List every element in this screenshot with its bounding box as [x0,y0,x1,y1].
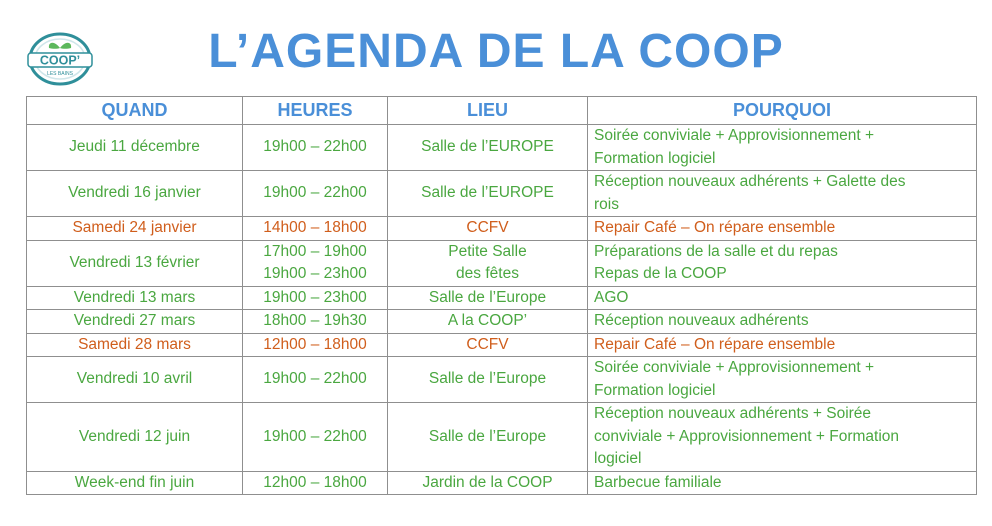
cell-quand [27,125,243,171]
cell-pourquoi-line: Repair Café – On répare ensemble [594,335,836,353]
cell-lieu-line: CCFV [466,335,509,353]
cell-quand [27,171,243,217]
cell-heures-line: 19h00 – 22h00 [263,427,367,445]
cell-pourquoi [588,125,977,171]
cell-pourquoi [588,240,977,286]
cell-pourquoi-line: Formation logiciel [594,149,716,167]
cell-lieu-line: CCFV [466,219,509,236]
cell-heures [243,125,388,171]
cell-pourquoi-line: Soirée conviviale + Approvisionnement + [594,359,875,376]
agenda-body [27,125,977,495]
cell-pourquoi-line: Préparations de la salle et du repas [594,242,838,260]
agenda-table [26,96,977,495]
header-lieu: LIEU [388,97,588,125]
logo-main-text: COOP’ [39,53,81,68]
table-row [27,125,977,171]
cell-quand-text: Jeudi 11 décembre [69,138,200,156]
cell-quand [27,357,243,403]
table-row [27,357,977,403]
cell-heures-line: 19h00 – 23h00 [263,265,367,282]
cell-quand [27,403,243,472]
cell-pourquoi-line: Formation logiciel [594,381,716,399]
cell-pourquoi-line: logiciel [594,450,642,467]
cell-quand-text: Vendredi 27 mars [73,312,196,329]
cell-quand-text: Vendredi 10 avril [76,370,193,388]
cell-heures [243,217,388,241]
cell-pourquoi [588,333,977,357]
page-title: L’AGENDA DE LA COOP [208,25,784,78]
cell-pourquoi [588,310,977,334]
cell-quand [27,333,243,357]
cell-heures [243,471,388,495]
cell-pourquoi [588,171,977,217]
cell-pourquoi-line: conviviale + Approvisionnement + Formation [594,427,899,445]
cell-quand [27,310,243,334]
cell-heures [243,357,388,403]
header-pourquoi: POURQUOI [588,97,977,125]
cell-heures-line: 14h00 – 18h00 [263,219,367,236]
table-row [27,403,977,472]
cell-lieu-line: Salle de l’Europe [428,427,547,445]
table-row [27,471,977,495]
cell-lieu [388,471,588,495]
cell-quand-text: Vendredi 12 juin [78,427,191,445]
cell-lieu-line: Salle de l’EUROPE [421,184,554,202]
cell-lieu-line: des fêtes [456,265,519,282]
cell-heures-line: 19h00 – 22h00 [263,184,367,202]
cell-lieu-line: A la COOP’ [447,312,528,329]
cell-heures [243,171,388,217]
cell-pourquoi-line: Repas de la COOP [594,265,727,282]
cell-heures [243,286,388,310]
cell-pourquoi-line: Réception nouveaux adhérents [594,312,809,329]
table-header-row [27,97,977,125]
cell-quand [27,240,243,286]
cell-heures-line: 17h00 – 19h00 [263,242,367,260]
cell-pourquoi [588,403,977,472]
cell-quand-text: Samedi 24 janvier [72,219,197,236]
cell-pourquoi [588,217,977,241]
cell-heures-line: 19h00 – 22h00 [263,138,367,156]
cell-pourquoi-line: Réception nouveaux adhérents + Galette des [594,173,906,190]
cell-lieu-line: Salle de l’Europe [428,288,547,306]
cell-lieu [388,333,588,357]
table-row [27,240,977,286]
cell-lieu [388,217,588,241]
cell-pourquoi [588,357,977,403]
cell-pourquoi [588,286,977,310]
cell-heures-line: 19h00 – 23h00 [263,288,367,306]
cell-quand-text: Vendredi 13 février [69,253,200,271]
cell-pourquoi-line: Repair Café – On répare ensemble [594,219,836,236]
cell-heures [243,240,388,286]
header-heures: HEURES [243,97,388,125]
cell-quand [27,286,243,310]
cell-lieu [388,125,588,171]
cell-pourquoi-line: rois [594,195,619,213]
cell-quand-text: Vendredi 16 janvier [68,184,201,202]
cell-pourquoi-line: Réception nouveaux adhérents + Soirée [594,405,872,422]
cell-quand [27,471,243,495]
cell-lieu [388,403,588,472]
cell-lieu [388,357,588,403]
table-row [27,286,977,310]
cell-pourquoi-line: Soirée conviviale + Approvisionnement + [594,127,875,144]
table-row [27,333,977,357]
cell-lieu-line: Jardin de la COOP [422,473,553,491]
cell-heures [243,403,388,472]
table-row [27,310,977,334]
table-row [27,217,977,241]
cell-quand [27,217,243,241]
cell-lieu [388,171,588,217]
table-row [27,171,977,217]
cell-lieu [388,240,588,286]
cell-heures-line: 12h00 – 18h00 [263,335,367,353]
cell-quand-text: Vendredi 13 mars [73,288,196,306]
cell-lieu [388,286,588,310]
cell-heures-line: 18h00 – 19h30 [263,312,367,329]
cell-heures-line: 12h00 – 18h00 [263,473,367,491]
cell-lieu [388,310,588,334]
cell-quand-text: Samedi 28 mars [78,335,191,353]
header-quand: QUAND [27,97,243,125]
cell-heures [243,333,388,357]
cell-lieu-line: Petite Salle [448,242,527,260]
cell-lieu-line: Salle de l’EUROPE [421,138,554,156]
logo-sub-text: LES BAINS [47,71,73,77]
cell-pourquoi-line: Barbecue familiale [594,473,722,491]
cell-pourquoi-line: AGO [594,288,629,306]
cell-lieu-line: Salle de l’Europe [428,370,547,388]
cell-heures-line: 19h00 – 22h00 [263,370,367,388]
cell-quand-text: Week-end fin juin [74,473,195,491]
cell-pourquoi [588,471,977,495]
cell-heures [243,310,388,334]
